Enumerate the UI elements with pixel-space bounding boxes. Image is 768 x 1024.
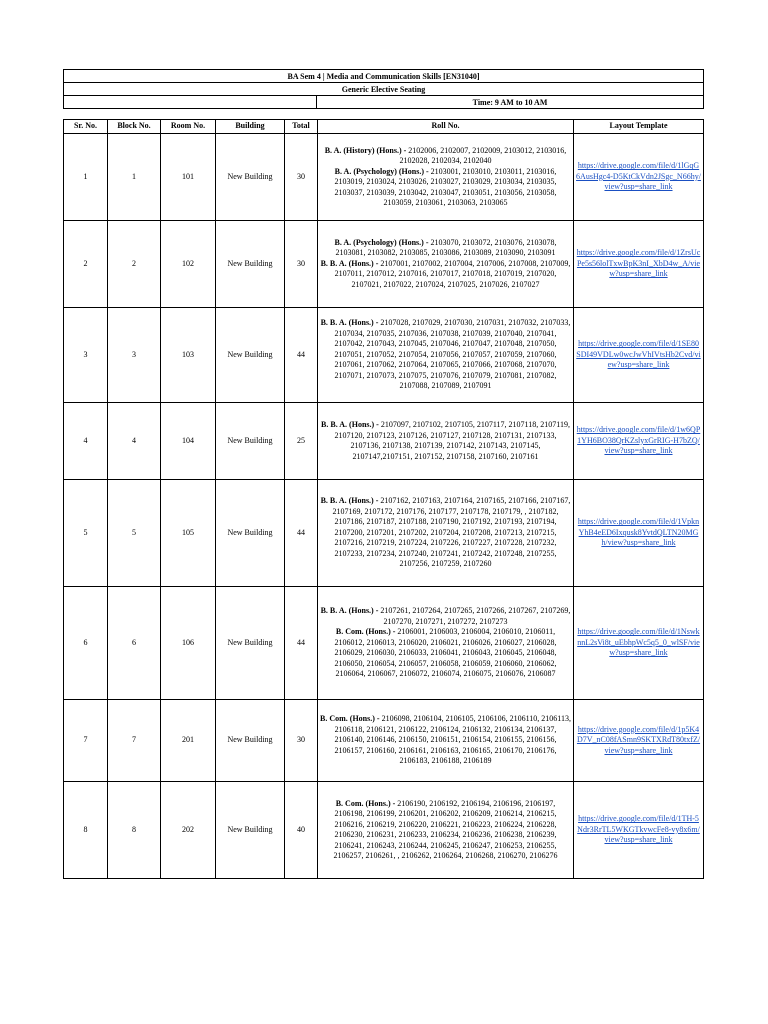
- layout-template-link[interactable]: https://drive.google.com/file/d/1lGqG6AusHgc4-D5KtCkVdn2JSgc_N66hy/view?usp=share_link: [576, 161, 701, 192]
- table-row: [64, 134, 704, 221]
- course-label: B. Com. (Hons.) -: [320, 714, 380, 724]
- roll-no-cell: [318, 221, 574, 308]
- roll-numbers: 2106001, 2106003, 2106004, 2106010, 2106011, 2106012, 2106013, 2106020, 2106021, 2106026, 2106027, 2106028, 2106029, 2106030, 2106033, 2106041, 2106043, 2106045, 2106048, 2106050, 2106054, 2106057, 2106058, 2106059, 2106060, 2106062, 2106064, 2106067, 2106072, 2106074, 2106075, 2106076, 2106087: [334, 627, 557, 679]
- roll-group: [320, 496, 571, 570]
- room-no-cell: 202: [161, 782, 216, 879]
- roll-no-cell: [318, 700, 574, 782]
- roll-no-cell: [318, 403, 574, 480]
- course-label: B. Com. (Hons.) -: [335, 798, 396, 808]
- building-cell: New Building: [216, 403, 285, 480]
- building-cell: New Building: [216, 221, 285, 308]
- course-label: B. B. A. (Hons.) -: [320, 606, 379, 616]
- roll-group: [320, 259, 571, 291]
- layout-template-link[interactable]: https://drive.google.com/file/d/1p5K4D7V_nC08fASmn9SKTXRdT80txfZ/view?usp=share_link: [576, 724, 701, 755]
- table-row: [64, 700, 704, 782]
- sr-no-cell: 5: [64, 480, 108, 587]
- seating-table: [63, 119, 704, 879]
- sr-no-cell: 2: [64, 221, 108, 308]
- sr-no-cell: 1: [64, 134, 108, 221]
- roll-no-cell: [318, 587, 574, 700]
- layout-template-link[interactable]: https://drive.google.com/file/d/1w6QP1YH6BO38QrKZslyxGrRIG-H7bZQ/view?usp=share_link: [576, 425, 701, 456]
- block-no-cell: 1: [108, 134, 161, 221]
- seating-sheet: [63, 69, 703, 879]
- col-header: Block No.: [108, 120, 161, 134]
- building-cell: New Building: [216, 480, 285, 587]
- roll-group: [320, 238, 571, 259]
- course-label: B. A. (History) (Hons.) -: [324, 145, 407, 155]
- room-no-cell: 102: [161, 221, 216, 308]
- room-no-cell: 103: [161, 308, 216, 403]
- layout-template-cell: [574, 782, 704, 879]
- layout-template-cell: [574, 700, 704, 782]
- sheet-title: BA Sem 4 | Media and Communication Skills [EN31040]: [64, 70, 704, 83]
- sr-no-cell: 3: [64, 308, 108, 403]
- building-cell: New Building: [216, 782, 285, 879]
- col-header: Room No.: [161, 120, 216, 134]
- total-cell: 44: [285, 480, 318, 587]
- table-row: [64, 587, 704, 700]
- layout-template-cell: [574, 308, 704, 403]
- course-label: B. B. A. (Hons.) -: [321, 420, 379, 429]
- block-no-cell: 3: [108, 308, 161, 403]
- layout-template-link[interactable]: https://drive.google.com/file/d/1ZrsUcPe5s56lolTxwBpK3nI_XbD4w_A/view?usp=share_link: [576, 248, 701, 279]
- roll-group: [320, 167, 571, 209]
- table-row: [64, 308, 704, 403]
- room-no-cell: 104: [161, 403, 216, 480]
- roll-group: [320, 799, 571, 862]
- table-row: [64, 480, 704, 587]
- roll-numbers: 2107162, 2107163, 2107164, 2107165, 2107166, 2107167, 2107169, 2107172, 2107176, 2107177, 2107178, 2107179, , 2107182, 2107186, 2107187, 2107188, 2107190, 2107192, 2107193, 2107194, 2107200, 2107201, 2107202, 2107204, 2107208, 2107213, 2107215, 2107216, 2107219, 2107224, 2107226, 2107227, 2107228, 2107232, 2107233, 2107234, 2107240, 2107241, 2107242, 2107248, 2107255, 2107256, 2107259, 2107260: [332, 496, 571, 569]
- col-header: Total: [285, 120, 318, 134]
- roll-numbers: 2106098, 2106104, 2106105, 2106106, 2106110, 2106113, 2106118, 2106121, 2106122, 2106124, 2106132, 2106134, 2106137, 2106140, 2106146, 2106150, 2106151, 2106154, 2106155, 2106156, 2106157, 2106160, 2106161, 2106163, 2106165, 2106170, 2106176, 2106183, 2106188, 2106189: [334, 714, 571, 766]
- total-cell: 44: [285, 308, 318, 403]
- sr-no-cell: 6: [64, 587, 108, 700]
- course-label: B. B. A. (Hons.) -: [320, 318, 379, 328]
- table-row: [64, 221, 704, 308]
- sheet-subtitle: Generic Elective Seating: [64, 83, 704, 96]
- roll-group: [320, 318, 571, 392]
- block-no-cell: 7: [108, 700, 161, 782]
- block-no-cell: 6: [108, 587, 161, 700]
- roll-no-cell: [318, 480, 574, 587]
- roll-group: [320, 627, 571, 680]
- roll-numbers: 2102006, 2102007, 2102009, 2103012, 2103016, 2102028, 2102034, 2102040: [399, 145, 567, 165]
- roll-numbers: 2103001, 2103010, 2103011, 2103016, 2103019, 2103024, 2103026, 2103027, 2103029, 2103034, 2103035, 2103037, 2103039, 2103042, 2103047, 2103051, 2103056, 2103058, 2103059, 2103061, 2103063, 2103065: [334, 166, 557, 207]
- total-cell: 30: [285, 134, 318, 221]
- table-header-row: [64, 120, 704, 134]
- building-cell: New Building: [216, 308, 285, 403]
- layout-template-link[interactable]: https://drive.google.com/file/d/1NswknnL2sVi8t_uEbhpWc5q5_0_wlSF/view?usp=share_link: [577, 627, 700, 658]
- col-header: Building: [216, 120, 285, 134]
- building-cell: New Building: [216, 700, 285, 782]
- total-cell: 44: [285, 587, 318, 700]
- roll-numbers: 2107261, 2107264, 2107265, 2107266, 2107267, 2107269, 2107270, 2107271, 2107272, 2107273: [380, 606, 571, 626]
- layout-template-link[interactable]: https://drive.google.com/file/d/1VpknYhB4eED6Ixqusk8YvtdQLTN20MGh/view?usp=share_link: [577, 517, 700, 548]
- sr-no-cell: 8: [64, 782, 108, 879]
- total-cell: 25: [285, 403, 318, 480]
- blank-cell: [64, 96, 317, 109]
- roll-group: [320, 146, 571, 167]
- building-cell: New Building: [216, 134, 285, 221]
- room-no-cell: 101: [161, 134, 216, 221]
- layout-template-cell: [574, 403, 704, 480]
- header-table: [63, 69, 704, 109]
- layout-template-cell: [574, 134, 704, 221]
- layout-template-cell: [574, 587, 704, 700]
- roll-numbers: 2107028, 2107029, 2107030, 2107031, 2107032, 2107033, 2107034, 2107035, 2107036, 2107038, 2107039, 2107040, 2107041, 2107042, 2107043, 2107045, 2107046, 2107047, 2107048, 2107050, 2107051, 2107052, 2107054, 2107056, 2107057, 2107059, 2107060, 2107061, 2107062, 2107064, 2107065, 2107066, 2107068, 2107070, 2107071, 2107073, 2107075, 2107076, 2107079, 2107081, 2107082, 2107088, 2107089, 2107091: [334, 318, 571, 391]
- col-header: Roll No.: [318, 120, 574, 134]
- roll-group: [320, 606, 571, 627]
- total-cell: 40: [285, 782, 318, 879]
- layout-template-link[interactable]: https://drive.google.com/file/d/1TH-5Ndr3RrTL5WKGTkvwcFe8-vy8x6m/view?usp=share_link: [577, 814, 700, 845]
- block-no-cell: 5: [108, 480, 161, 587]
- layout-template-cell: [574, 480, 704, 587]
- course-label: B. Com. (Hons.) -: [335, 627, 396, 637]
- roll-numbers: 2106190, 2106192, 2106194, 2106196, 2106197, 2106198, 2106199, 2106201, 2106202, 2106209, 2106214, 2106215, 2106216, 2106219, 2106220, 2106221, 2106223, 2106224, 2106228, 2106230, 2106231, 2106233, 2106234, 2106236, 2106238, 2106239, 2106241, 2106243, 2106244, 2106245, 2106247, 2106253, 2106255, 2106257, 2106261, , 2106262, 2106264, 2106268, 2106270, 2106276: [333, 798, 558, 860]
- roll-numbers: 2103070, 2103072, 2103076, 2103078, 2103081, 2103082, 2103085, 2103086, 2103089, 2103090, 2103091: [335, 237, 557, 258]
- roll-no-cell: [318, 308, 574, 403]
- col-header: Sr. No.: [64, 120, 108, 134]
- room-no-cell: 106: [161, 587, 216, 700]
- exam-time: Time: 9 AM to 10 AM: [317, 96, 704, 109]
- table-row: [64, 782, 704, 879]
- roll-numbers: 2107097, 2107102, 2107105, 2107117, 2107118, 2107119, 2107120, 2107123, 2107126, 2107127, 2107128, 2107131, 2107133, 2107136, 2107138, 2107139, 2107142, 2107143, 2107145, 2107147,2107151, 2107152, 2107158, 2107160, 2107161: [334, 420, 570, 461]
- sr-no-cell: 4: [64, 403, 108, 480]
- total-cell: 30: [285, 221, 318, 308]
- room-no-cell: 105: [161, 480, 216, 587]
- roll-group: [320, 420, 571, 462]
- roll-numbers: 2107001, 2107002, 2107004, 2107006, 2107008, 2107009, 2107011, 2107012, 2107016, 2107017, 2107018, 2107019, 2107020, 2107021, 2107022, 2107024, 2107025, 2107026, 2107027: [334, 258, 571, 289]
- layout-template-cell: [574, 221, 704, 308]
- roll-no-cell: [318, 782, 574, 879]
- room-no-cell: 201: [161, 700, 216, 782]
- layout-template-link[interactable]: https://drive.google.com/file/d/1SE80SDI49VDLw0wcJwVhIVtsHb2Cvd/view?usp=share_link: [576, 339, 701, 370]
- course-label: B. B. A. (Hons.) -: [320, 496, 379, 506]
- roll-no-cell: [318, 134, 574, 221]
- block-no-cell: 2: [108, 221, 161, 308]
- course-label: B. B. A. (Hons.) -: [320, 258, 379, 268]
- course-label: B. A. (Psychology) (Hons.) -: [334, 237, 429, 247]
- col-header: Layout Template: [574, 120, 704, 134]
- block-no-cell: 4: [108, 403, 161, 480]
- sr-no-cell: 7: [64, 700, 108, 782]
- total-cell: 30: [285, 700, 318, 782]
- block-no-cell: 8: [108, 782, 161, 879]
- table-row: [64, 403, 704, 480]
- roll-group: [320, 714, 571, 767]
- course-label: B. A. (Psychology) (Hons.) -: [334, 166, 429, 176]
- building-cell: New Building: [216, 587, 285, 700]
